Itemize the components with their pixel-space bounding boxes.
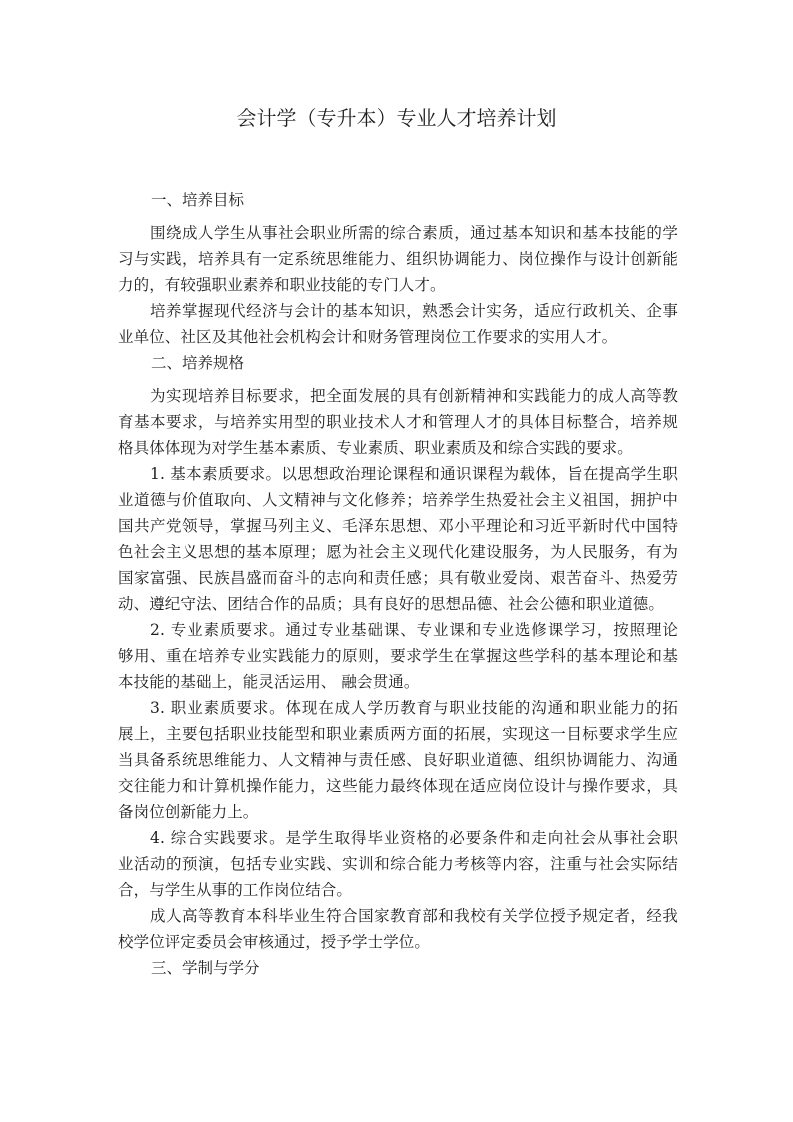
text-line: 备岗位创新能力上。 [118, 803, 259, 821]
section [118, 350, 678, 955]
text-line: 业道德与价值取向、人文精神与文化修养；培养学生热爱社会主义祖国，拥护中 [118, 491, 678, 509]
text-line: 育基本要求，与培养实用型的职业技术人才和管理人才的具体目标整合，培养规 [118, 413, 678, 431]
paragraph [118, 461, 678, 617]
paragraph [118, 695, 678, 825]
text-line: 2. 专业素质要求。通过专业基础课、专业课和专业选修课学习，按照理论 [150, 621, 678, 639]
text-line: 为实现培养目标要求，把全面发展的具有创新精神和实践能力的成人高等教 [150, 387, 678, 405]
text-line: 业单位、社区及其他社会机构会计和财务管理岗位工作要求的实用人才。 [118, 328, 618, 346]
text-line: 当具备系统思维能力、人文精神与责任感、良好职业道德、组织协调能力、沟通 [118, 751, 678, 769]
text-line: 4. 综合实践要求。是学生取得毕业资格的必要条件和走向社会从事社会职 [150, 829, 678, 847]
text-line: 合，与学生从事的工作岗位结合。 [118, 881, 353, 899]
paragraph [118, 825, 678, 903]
text-line: 本技能的基础上，能灵活运用、 融会贯通。 [118, 673, 420, 691]
text-line: 展上，主要包括职业技能型和职业素质两方面的拓展，实现这一目标要求学生应 [118, 725, 678, 743]
text-line: 力的，有较强职业素养和职业技能的专门人才。 [118, 276, 446, 294]
section-heading: 三、学制与学分 [151, 959, 260, 977]
section [118, 187, 678, 350]
paragraph [118, 617, 678, 695]
text-line: 动、遵纪守法、团结合作的品质；具有良好的思想品德、社会公德和职业道德。 [118, 595, 665, 613]
text-line: 校学位评定委员会审核通过，授予学士学位。 [118, 933, 431, 951]
text-line: 围绕成人学生从事社会职业所需的综合素质，通过基本知识和基本技能的学 [150, 224, 678, 242]
text-line: 交往能力和计算机操作能力，这些能力最终体现在适应岗位设计与操作要求，具 [118, 777, 678, 795]
text-line: 业活动的预演，包括专业实践、实训和综合能力考核等内容，注重与社会实际结 [118, 855, 678, 873]
text-line: 国共产党领导，掌握马列主义、毛泽东思想、邓小平理论和习近平新时代中国特 [118, 517, 678, 535]
document-title: 会计学（专升本）专业人才培养计划 [236, 106, 557, 130]
text-line: 色社会主义思想的基本原理；愿为社会主义现代化建设服务，为人民服务，有为 [118, 543, 678, 561]
text-line: 1. 基本素质要求。以思想政治理论课程和通识课程为载体，旨在提高学生职 [150, 465, 678, 483]
text-line: 格具体体现为对学生基本素质、专业素质、职业素质及和综合实践的要求。 [118, 439, 633, 457]
section-heading: 一、培养目标 [151, 191, 245, 209]
paragraph [118, 903, 678, 955]
paragraph [118, 383, 678, 461]
paragraph [118, 220, 678, 298]
section [118, 955, 678, 981]
text-line: 成人高等教育本科毕业生符合国家教育部和我校有关学位授予规定者，经我 [150, 907, 678, 925]
text-line: 培养掌握现代经济与会计的基本知识，熟悉会计实务，适应行政机关、企事 [150, 302, 678, 320]
text-line: 国家富强、民族昌盛而奋斗的志向和责任感；具有敬业爱岗、艰苦奋斗、热爱劳 [118, 569, 678, 587]
text-line: 够用、重在培养专业实践能力的原则，要求学生在掌握这些学科的基本理论和基 [118, 647, 678, 665]
text-line: 3. 职业素质要求。体现在成人学历教育与职业技能的沟通和职业能力的拓 [150, 699, 678, 717]
section-heading: 二、培养规格 [151, 354, 245, 372]
paragraph [118, 298, 678, 350]
text-line: 习与实践，培养具有一定系统思维能力、组织协调能力、岗位操作与设计创新能 [118, 250, 678, 268]
document-body [118, 187, 678, 988]
